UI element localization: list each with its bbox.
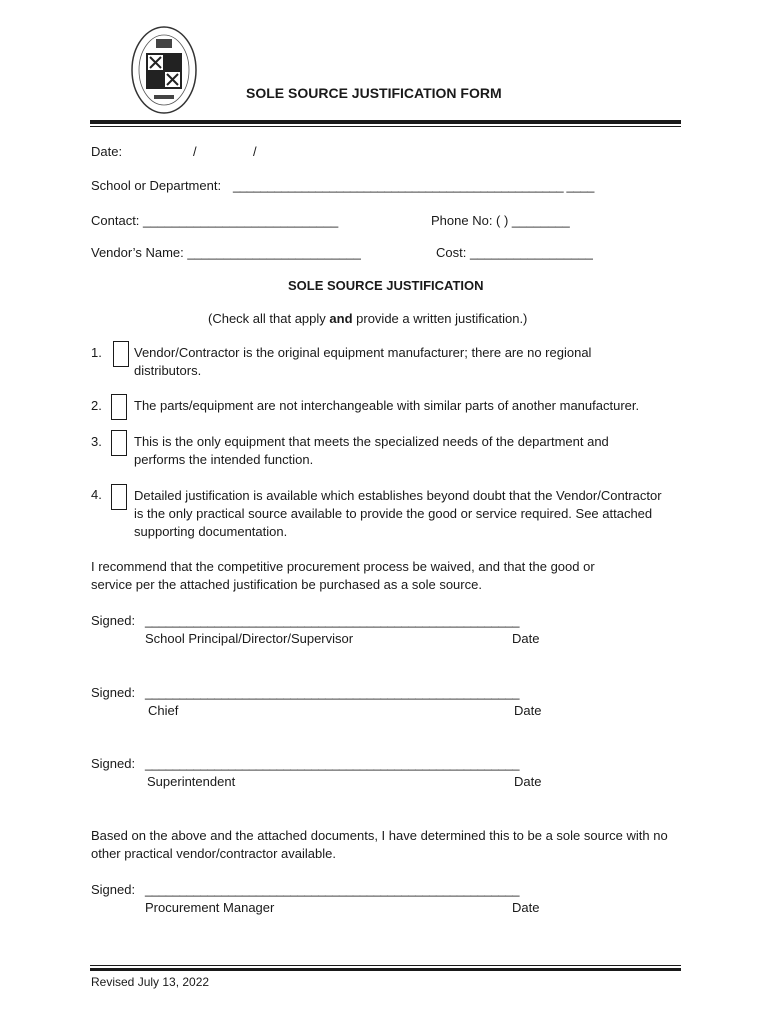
signature-3-line[interactable]: ______________________________________________________	[145, 756, 520, 771]
school-department-line[interactable]: ________________________________________________ ____	[233, 178, 595, 193]
header-rule-thin	[90, 126, 681, 127]
date-label: Date:	[91, 144, 123, 159]
item-4-text: Detailed justification is available which establishes beyond doubt that the Vendor/Contractor is the only practical source available to provide the good or service required. See attached supporting documentation.	[134, 488, 662, 539]
phone-field[interactable]: Phone No: ( ) ________	[431, 213, 570, 228]
cost-field[interactable]: Cost: _________________	[436, 245, 593, 260]
item-1-text: Vendor/Contractor is the original equipment manufacturer; there are no regional distributors.	[134, 345, 592, 378]
signature-2-label: Signed:	[91, 685, 136, 700]
final-signature-label: Signed:	[91, 882, 136, 897]
signature-2-line[interactable]: ______________________________________________________	[145, 685, 520, 700]
final-signature-line[interactable]: ______________________________________________________	[145, 882, 520, 897]
recommendation-text: I recommend that the competitive procurement process be waived, and that the good or service per the attached justification be purchased as a sole source.	[91, 559, 595, 592]
final-signature-role: Procurement Manager	[145, 900, 275, 915]
date-separator-2: /	[253, 144, 257, 159]
signature-3-label: Signed:	[91, 756, 136, 771]
date-separator-1: /	[193, 144, 197, 159]
header-rule-thick	[90, 120, 681, 124]
item-4-number: 4.	[91, 487, 102, 502]
signature-1-role: School Principal/Director/Supervisor	[145, 631, 354, 646]
determination-text: Based on the above and the attached documents, I have determined this to be a sole source with no other practical vendor/contractor available.	[91, 828, 668, 861]
footer-rule-thin	[90, 965, 681, 966]
vendor-name-field[interactable]: Vendor’s Name: ________________________	[91, 245, 361, 260]
item-3-text: This is the only equipment that meets the specialized needs of the department and performs the intended function.	[134, 434, 609, 467]
item-2-checkbox[interactable]	[111, 394, 127, 420]
school-seal-logo	[130, 25, 198, 115]
footer-rule-thick	[90, 968, 681, 971]
contact-field[interactable]: Contact: ___________________________	[91, 213, 339, 228]
final-signature-date-label: Date	[512, 900, 540, 915]
section-title: SOLE SOURCE JUSTIFICATION	[288, 278, 484, 293]
revised-date: Revised July 13, 2022	[91, 975, 210, 989]
school-department-label: School or Department:	[91, 178, 222, 193]
item-3-number: 3.	[91, 434, 102, 449]
signature-3-date-label: Date	[514, 774, 542, 789]
item-1-number: 1.	[91, 345, 102, 360]
signature-1-label: Signed:	[91, 613, 136, 628]
signature-1-date-label: Date	[512, 631, 540, 646]
signature-1-line[interactable]: ______________________________________________________	[145, 613, 520, 628]
section-instructions: (Check all that apply and provide a written justification.)	[208, 311, 528, 326]
item-2-number: 2.	[91, 398, 102, 413]
signature-2-date-label: Date	[514, 703, 542, 718]
signature-2-role: Chief	[148, 703, 179, 718]
item-1-checkbox[interactable]	[113, 341, 129, 367]
signature-3-role: Superintendent	[147, 774, 236, 789]
item-3-checkbox[interactable]	[111, 430, 127, 456]
item-2-text: The parts/equipment are not interchangeable with similar parts of another manufacturer.	[134, 398, 640, 413]
form-title: SOLE SOURCE JUSTIFICATION FORM	[246, 85, 502, 101]
item-4-checkbox[interactable]	[111, 484, 127, 510]
